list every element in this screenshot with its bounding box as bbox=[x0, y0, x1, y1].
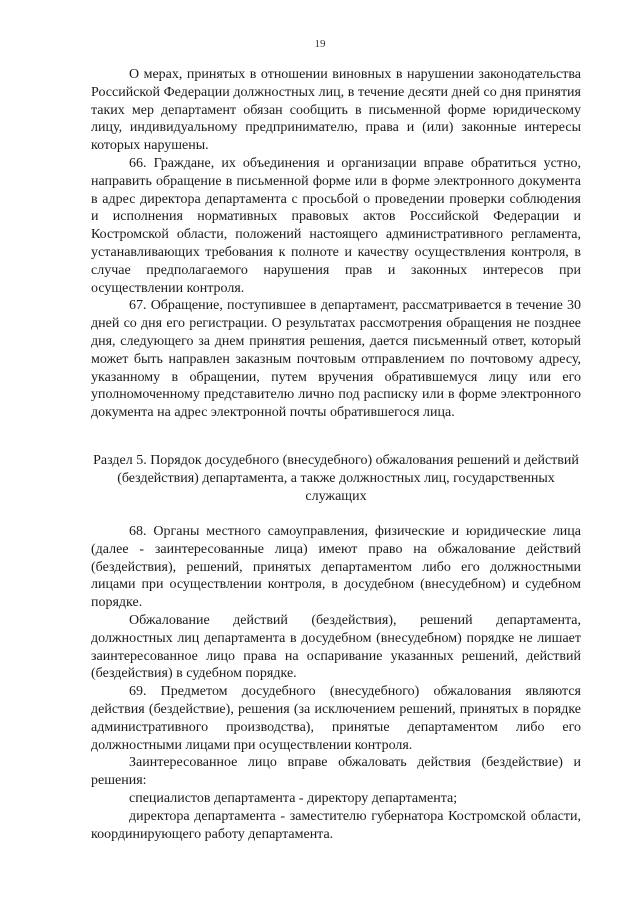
paragraph-67: 67. Обращение, поступившее в департамент, рассматривается в течение 30 дней со дня его регистрации. О результатах рассмотрения обращения не позднее дня, следующего за днем принятия решения, дается письменный ответ, который может быть направлен заказным почтовым отправлением по почтовому адресу, указанному в обращении, путем вручения обратившемуся лицу или его уполномоченному представителю лично под расписку или в форме электронного документа на адрес электронной почты обратившегося лица. bbox=[91, 298, 581, 421]
list-item-director: директора департамента - заместителю губернатора Костромской области, координирующего работу департамента. bbox=[91, 808, 581, 842]
paragraph-appeal-scope: Заинтересованное лицо вправе обжаловать действия (бездействие) и решения: bbox=[91, 755, 581, 789]
list-item-specialists: специалистов департамента - директору департамента; bbox=[129, 790, 458, 806]
paragraph-68: 68. Органы местного самоуправления, физические и юридические лица (далее - заинтересованные лица) имеют право на обжалование действий (бездействия), решений, принятых департаментом либо его должностными лицами при осуществлении контроля, в досудебном (внесудебном) и судебном порядке. bbox=[91, 524, 581, 611]
section-5-body bbox=[91, 523, 581, 843]
section-5-heading: Раздел 5. Порядок досудебного (внесудебного) обжалования решений и действий (бездействия) департамента, а также должностных лиц, государственных служащих bbox=[93, 453, 579, 504]
paragraph-69: 69. Предметом досудебного (внесудебного) обжалования являются действия (бездействие), решения (за исключением решений, принятых в порядке административного производства), принятые департаментом либо его должностными лицами при осуществлении контроля. bbox=[91, 684, 581, 753]
paragraph-66: 66. Граждане, их объединения и организации вправе обратиться устно, направить обращение в письменной форме или в форме электронного документа в адрес директора департамента с просьбой о проведении проверки соблюдения и исполнения нормативных правовых актов Российской Федерации и Костромской области, положений настоящего административного регламента, устанавливающих требования к полноте и качеству осуществления контроля, в случае предполагаемого нарушения прав и законных интересов при осуществлении контроля. bbox=[91, 155, 581, 296]
paragraph-appeal-right: Обжалование действий (бездействия), решений департамента, должностных лиц департамента в досудебном (внесудебном) порядке не лишает заинтересованное лицо права на оспаривание указанных решений, действий (бездействия) в судебном порядке. bbox=[91, 612, 581, 682]
page-number: 19 bbox=[314, 38, 326, 50]
body-text bbox=[91, 66, 581, 422]
paragraph-sanctions-notice: О мерах, принятых в отношении виновных в нарушении законодательства Российской Федерации должностных лиц, в течение десяти дней со дня принятия таких мер департамент обязан сообщить в письменной форме юридическому лицу, индивидуальному предпринимателю, права и (или) законные интересы которых нарушены. bbox=[91, 67, 581, 154]
